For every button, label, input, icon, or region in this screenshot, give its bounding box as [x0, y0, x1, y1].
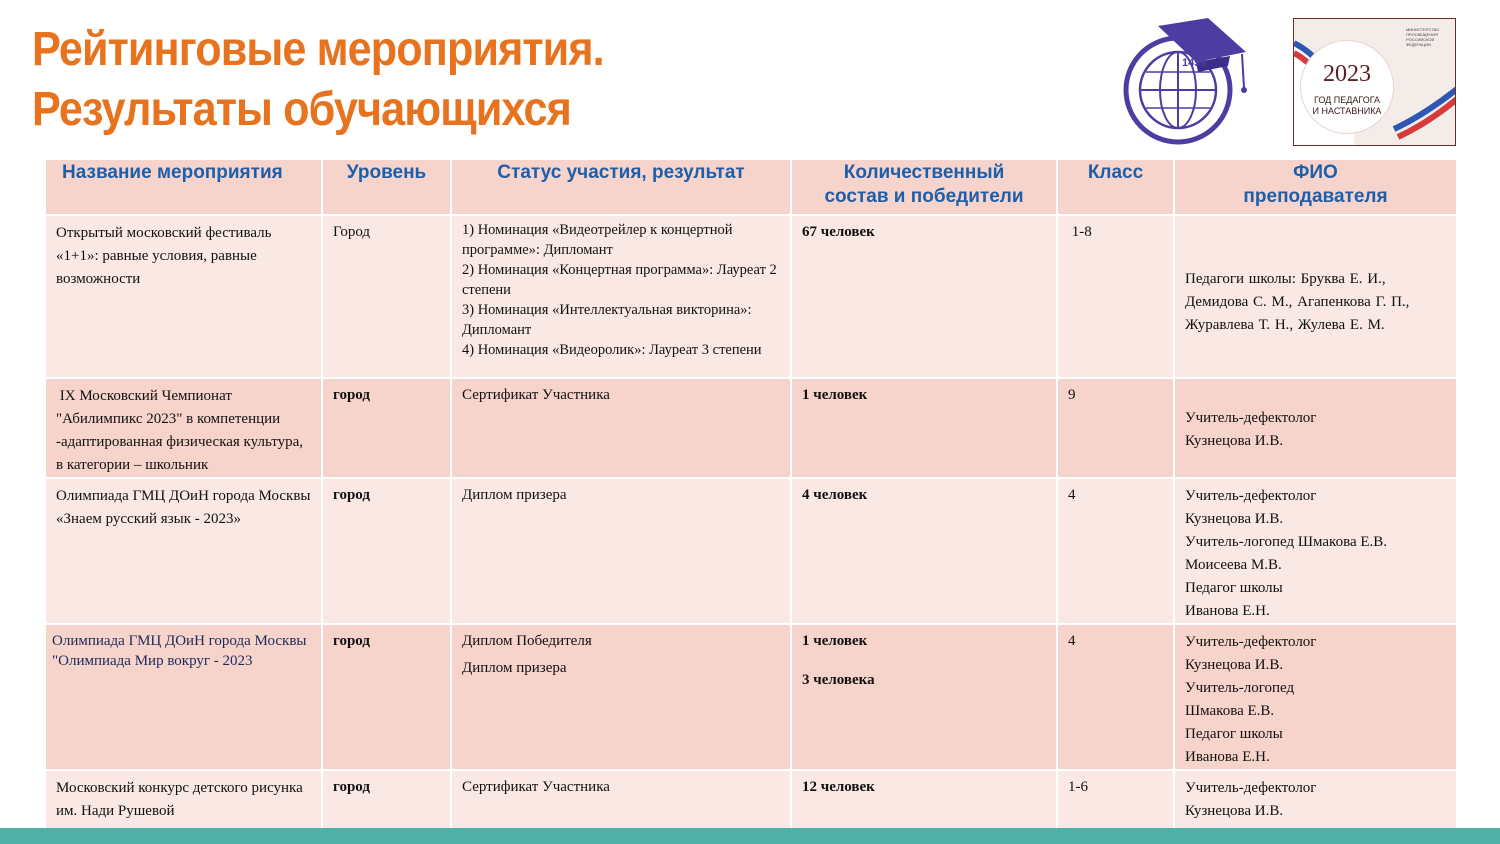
- header-teacher: ФИО преподавателя: [1174, 159, 1457, 215]
- cell-grade: 4: [1057, 478, 1174, 624]
- table-row: [45, 215, 1457, 378]
- cell-grade: 1-8: [1057, 215, 1174, 378]
- school-logo: [1112, 16, 1252, 146]
- cell-teacher: Учитель-дефектолог Кузнецова И.В. Учитель-логопед Шмакова Е.В. Педагог школы Иванова Е.Н.: [1174, 624, 1457, 770]
- cell-count: 12 человек: [791, 770, 1057, 844]
- cell-status: Сертификат Участника: [451, 770, 791, 844]
- ministry-text: МИНИСТЕРСТВО ПРОСВЕЩЕНИЯ РОССИЙСКОЙ ФЕДЕРАЦИИ: [1406, 27, 1440, 47]
- header-event: Название мероприятия: [45, 159, 322, 215]
- graduation-cap-globe-icon: [1112, 16, 1252, 146]
- cell-event: Московский конкурс детского рисунка им. Нади Рушевой: [45, 770, 322, 844]
- cell-level: Город: [322, 215, 451, 378]
- header-level: Уровень: [322, 159, 451, 215]
- cell-teacher: Учитель-дефектолог Кузнецова И.В. Учитель-логопед Шмакова Е.В. Моисеева М.В. Педагог школы Иванова Е.Н.: [1174, 478, 1457, 624]
- table-row: [45, 624, 1457, 770]
- table-row: [45, 378, 1457, 478]
- page-title: [32, 20, 977, 140]
- cell-event: Олимпиада ГМЦ ДОиН города Москвы «Знаем русский язык - 2023»: [45, 478, 322, 624]
- cell-status: Диплом Победителя Диплом призера: [451, 624, 791, 770]
- cell-status: Диплом призера: [451, 478, 791, 624]
- cell-level: город: [322, 624, 451, 770]
- year-of-teacher-logo: [1293, 18, 1456, 146]
- cell-level: город: [322, 378, 451, 478]
- table-header-row: [45, 159, 1457, 215]
- cell-status: 1) Номинация «Видеотрейлер к концертной программе»: Дипломант 2) Номинация «Концертная программа»: Лауреат 2 степени 3) Номинация «Интеллектуальная викторина»: Дипломант 4) Номинация «Видеоролик»: Лауреат 3 степени: [451, 215, 791, 378]
- page-title-line1: Рейтинговые мероприятия.: [32, 23, 604, 76]
- cell-grade: 9: [1057, 378, 1174, 478]
- cell-event: Олимпиада ГМЦ ДОиН города Москвы "Олимпиада Мир вокруг - 2023: [45, 624, 322, 770]
- header-grade: Класс: [1057, 159, 1174, 215]
- events-table: [44, 158, 1458, 844]
- cell-count: 1 человек: [791, 378, 1057, 478]
- cell-count: 1 человек 3 человека: [791, 624, 1057, 770]
- cell-event: Открытый московский фестиваль «1+1»: равные условия, равные возможности: [45, 215, 322, 378]
- cell-status: Сертификат Участника: [451, 378, 791, 478]
- logo-year-number: 2023: [1323, 61, 1371, 87]
- cell-teacher: Педагоги школы: Бруква Е. И., Демидова С. М., Агапенкова Г. П., Журавлева Т. Н., Жулева Е. М.: [1174, 215, 1457, 378]
- cell-grade: 4: [1057, 624, 1174, 770]
- cell-count: 4 человек: [791, 478, 1057, 624]
- cell-level: город: [322, 770, 451, 844]
- cell-event: IX Московский Чемпионат "Абилимпикс 2023" в компетенции -адаптированная физическая культура, в категории – школьник: [45, 378, 322, 478]
- header-count: Количественный состав и победители: [791, 159, 1057, 215]
- header-status: Статус участия, результат: [451, 159, 791, 215]
- logo-caption: ГОД ПЕДАГОГА И НАСТАВНИКА: [1312, 95, 1382, 116]
- cell-teacher: Учитель-дефектолог Кузнецова И.В.: [1174, 378, 1457, 478]
- cell-level: город: [322, 478, 451, 624]
- cell-teacher: Учитель-дефектолог Кузнецова И.В.: [1174, 770, 1457, 844]
- bottom-accent-bar: [0, 828, 1500, 844]
- cell-grade: 1-6: [1057, 770, 1174, 844]
- svg-text:1498: 1498: [1182, 57, 1207, 69]
- table-row: [45, 478, 1457, 624]
- page-title-line2: Результаты обучающихся: [32, 83, 571, 136]
- cell-count: 67 человек: [791, 215, 1057, 378]
